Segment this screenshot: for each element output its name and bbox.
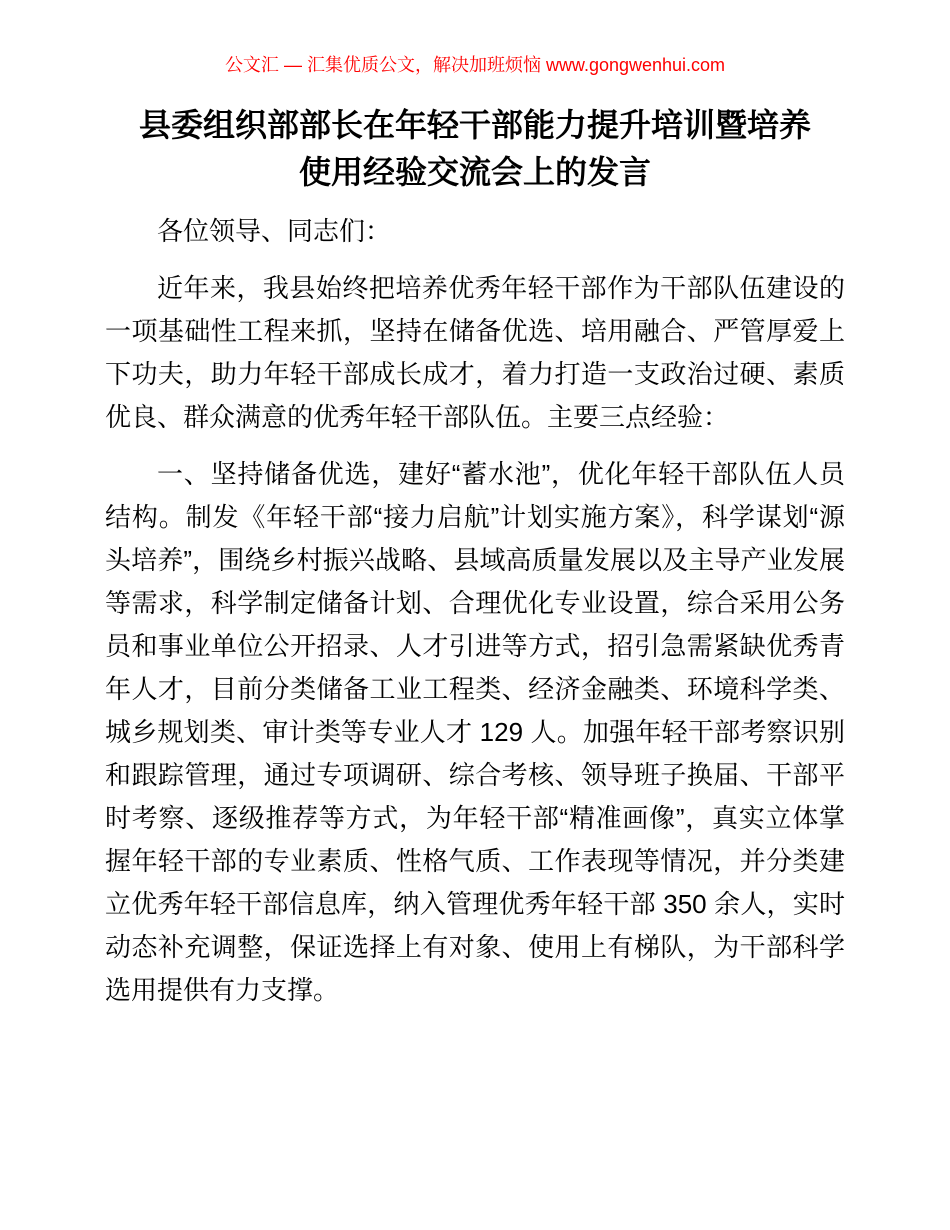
paragraph-intro: 近年来，我县始终把培养优秀年轻干部作为干部队伍建设的一项基础性工程来抓，坚持在储备优选、培用融合、严管厚爱上下功夫，助力年轻干部成长成才，着力打造一支政治过硬、素质优良、群众满意的优秀年轻干部队伍。主要三点经验： xyxy=(105,273,845,432)
paragraph-greeting: 各位领导、同志们： xyxy=(157,216,392,246)
paragraph-experience-1: 一、坚持储备优选，建好“蓄水池”，优化年轻干部队伍人员结构。制发《年轻干部“接力启航”计划实施方案》，科学谋划“源头培养”，围绕乡村振兴战略、县域高质量发展以及主导产业发展等需求，科学制定储备计划、合理优化专业设置，综合采用公务员和事业单位公开招录、人才引进等方式，招引急需紧缺优秀青年人才，目前分类储备工业工程类、经济金融类、环境科学类、城乡规划类、审计类等专业人才 129 人。加强年轻干部考察识别和跟踪管理，通过专项调研、综合考核、领导班子换届、干部平时考察、逐级推荐等方式，为年轻干部“精准画像”，真实立体掌握年轻干部的专业素质、性格气质、工作表现等情况，并分类建立优秀年轻干部信息库，纳入管理优秀年轻干部 350 余人，实时动态补充调整，保证选择上有对象、使用上有梯队，为干部科学选用提供有力支撑。 xyxy=(105,459,845,1005)
document-title: 县委组织部部长在年轻干部能力提升培训暨培养使用经验交流会上的发言 xyxy=(139,107,812,190)
site-watermark: 公文汇 — 汇集优质公文，解决加班烦恼 www.gongwenhui.com xyxy=(224,55,726,75)
document-body xyxy=(105,210,845,1012)
